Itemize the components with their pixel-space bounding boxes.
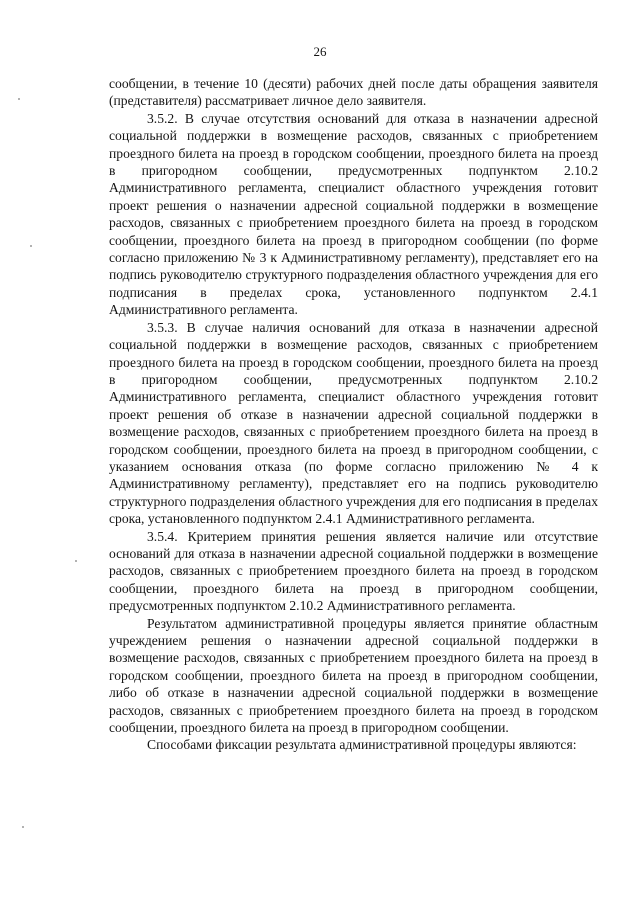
scan-speck <box>30 245 32 247</box>
scan-speck <box>22 826 24 828</box>
paragraph-3-5-3: 3.5.3. В случае наличия оснований для отказа в назначении адресной социальной поддержки в возмещение расходов, связанных с приобретением проездного билета на проезд в городском сообщении, проездного билета на проезд в пригородном сообщении, предусмотренных подпунктом 2.10.2 Административного регламента, специалист областного учреждения готовит проект решения об отказе в назначении адресной социальной поддержки в возмещение расходов, связанных с приобретением проездного билета на проезд в городском сообщении, проездного билета на проезд в пригородном сообщении, с указанием основания отказа (по форме согласно приложению № 4 к Административному регламенту), представляет его на подпись руководителю структурного подразделения областного учреждения для его подписания в пределах срока, установленного подпунктом 2.4.1 Административного регламента. <box>109 319 598 527</box>
paragraph-fixation-methods: Способами фиксации результата административной процедуры являются: <box>147 737 577 753</box>
paragraph-3-5-2: 3.5.2. В случае отсутствия оснований для отказа в назначении адресной социальной поддержки в возмещение расходов, связанных с приобретением проездного билета на проезд в городском сообщении, проездного билета на проезд в пригородном сообщении, предусмотренных подпунктом 2.10.2 Административного регламента, специалист областного учреждения готовит проект решения о назначении адресной социальной поддержки в возмещение расходов, связанных с приобретением проездного билета на проезд в городском сообщении, проездного билета на проезд в пригородном сообщении (по форме согласно приложению № 3 к Административному регламенту), представляет его на подпись руководителю структурного подразделения областного учреждения для его подписания в пределах срока, установленного подпунктом 2.4.1 Административного регламента. <box>109 110 598 318</box>
document-body <box>109 75 598 754</box>
page-number: 26 <box>313 44 327 59</box>
paragraph-3-5-4: 3.5.4. Критерием принятия решения является наличие или отсутствие оснований для отказа в назначении адресной социальной поддержки в возмещение расходов, связанных с приобретением проездного билета на проезд в городском сообщении, проездного билета на проезд в пригородном сообщении, предусмотренных подпунктом 2.10.2 Административного регламента. <box>109 528 598 614</box>
paragraph-result: Результатом административной процедуры является принятие областным учреждением решения о назначении адресной социальной поддержки в возмещение расходов, связанных с приобретением проездного билета на проезд в городском сообщении, проездного билета на проезд в пригородном сообщении, либо об отказе в назначении адресной социальной поддержки в возмещение расходов, связанных с приобретением проездного билета на проезд в городском сообщении, проездного билета на проезд в пригородном сообщении. <box>109 615 598 736</box>
paragraph-continuation: сообщении, в течение 10 (десяти) рабочих дней после даты обращения заявителя (представителя) рассматривает личное дело заявителя. <box>109 76 598 109</box>
scan-speck <box>18 98 20 100</box>
scan-speck <box>75 560 77 562</box>
